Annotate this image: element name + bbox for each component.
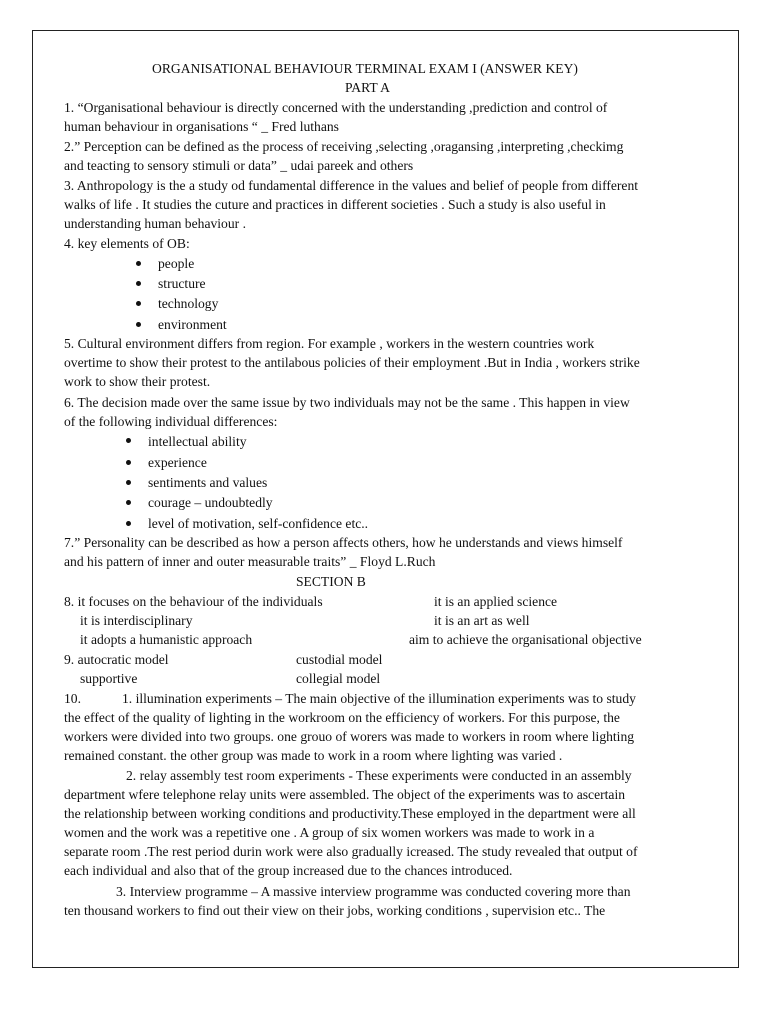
- q9-row1-right: custodial model: [296, 652, 383, 667]
- q9-row2-right: collegial model: [296, 671, 381, 686]
- q4-intro: 4. key elements of OB:: [64, 236, 190, 251]
- bullet-icon: [126, 521, 131, 526]
- q7-line-2: and his pattern of inner and outer measurable traits” _ Floyd L.Ruch: [64, 554, 436, 569]
- q10-p2-line-5: separate room .The rest period durin work were also gradually icreased. The study revealed that output of: [64, 844, 638, 859]
- q5-line-2: overtime to show their protest to the antilabous policies of their employment .But in India , workers strike: [64, 355, 640, 370]
- q8-row3-left: it adopts a humanistic approach: [80, 632, 253, 647]
- bullet-icon: [126, 438, 131, 443]
- q10-p2-line-2: department wfere telephone relay units were assembled. The object of the experiments was to ascertain: [64, 787, 626, 802]
- q8-row2-left: it is interdisciplinary: [80, 613, 193, 628]
- bullet-icon: [126, 480, 131, 485]
- q8-row3-right: aim to achieve the organisational objective: [409, 632, 642, 647]
- q10-number: 10.: [64, 691, 81, 706]
- q1-line-1: 1. “Organisational behaviour is directly concerned with the understanding ,prediction and control of: [64, 100, 608, 115]
- q5-line-1: 5. Cultural environment differs from region. For example , workers in the western countries work: [64, 336, 595, 351]
- q6-item: sentiments and values: [148, 475, 268, 490]
- bullet-icon: [136, 322, 141, 327]
- q4-item: environment: [158, 317, 227, 332]
- q10-p1-line-2: the effect of the quality of lighting in the workroom on the efficiency of workers. For this purpose, the: [64, 710, 620, 725]
- bullet-icon: [136, 261, 141, 266]
- bullet-icon: [136, 281, 141, 286]
- q7-line-1: 7.” Personality can be described as how a person affects others, how he understands and views himself: [64, 535, 623, 550]
- q10-p2-line-3: the relationship between working conditions and productivity.These employed in the department were all: [64, 806, 636, 821]
- q6-item: intellectual ability: [148, 434, 247, 449]
- q6-item: level of motivation, self-confidence etc..: [148, 516, 369, 531]
- q4-item: technology: [158, 296, 219, 311]
- q2-line-1: 2.” Perception can be defined as the process of receiving ,selecting ,oragansing ,interpreting ,checkimg: [64, 139, 624, 154]
- q3-line-1: 3. Anthropology is the a study od fundamental difference in the values and belief of people from different: [64, 178, 639, 193]
- part-a-heading: PART A: [345, 80, 390, 95]
- q10-p2-line-1: 2. relay assembly test room experiments - These experiments were conducted in an assembly: [126, 768, 632, 783]
- q6-line-1: 6. The decision made over the same issue by two individuals may not be the same . This happen in view: [64, 395, 630, 410]
- bullet-icon: [136, 301, 141, 306]
- q9-row1-left: 9. autocratic model: [64, 652, 169, 667]
- document-title: ORGANISATIONAL BEHAVIOUR TERMINAL EXAM I (ANSWER KEY): [152, 61, 578, 76]
- q3-line-2: walks of life . It studies the cuture and practices in different societies . Such a study is also useful in: [64, 197, 606, 212]
- q9-row2-left: supportive: [80, 671, 138, 686]
- q1-line-2: human behaviour in organisations “ _ Fred luthans: [64, 119, 339, 134]
- bullet-icon: [126, 460, 131, 465]
- q10-p3-line-2: ten thousand workers to find out their view on their jobs, working conditions , supervision etc.. The: [64, 903, 606, 918]
- q8-row1-left: 8. it focuses on the behaviour of the individuals: [64, 594, 323, 609]
- q4-item: people: [158, 256, 195, 271]
- bullet-icon: [126, 500, 131, 505]
- q4-item: structure: [158, 276, 206, 291]
- q8-row2-right: it is an art as well: [434, 613, 530, 628]
- q10-p2-line-4: women and the work was a repetitive one . A group of six women workers was made to work in a: [64, 825, 595, 840]
- q3-line-3: understanding human behaviour .: [64, 216, 246, 231]
- q10-p1-line-4: remained constant. the other group was made to work in a room where lighting was varied .: [64, 748, 563, 763]
- q6-item: courage – undoubtedly: [148, 495, 273, 510]
- q2-line-2: and teacting to sensory stimuli or data” _ udai pareek and others: [64, 158, 414, 173]
- q6-line-2: of the following individual differences:: [64, 414, 278, 429]
- q5-line-3: work to show their protest.: [64, 374, 211, 389]
- q10-p2-line-6: each individual and also that of the group increased due to the chances introduced.: [64, 863, 513, 878]
- q10-p1-line-1: 1. illumination experiments – The main objective of the illumination experiments was to study: [122, 691, 636, 706]
- q6-item: experience: [148, 455, 207, 470]
- section-b-heading: SECTION B: [296, 574, 366, 589]
- q10-p3-line-1: 3. Interview programme – A massive interview programme was conducted covering more than: [116, 884, 631, 899]
- q10-p1-line-3: workers were divided into two groups. one grouo of worers was made to workers in room where lighting: [64, 729, 635, 744]
- q8-row1-right: it is an applied science: [434, 594, 558, 609]
